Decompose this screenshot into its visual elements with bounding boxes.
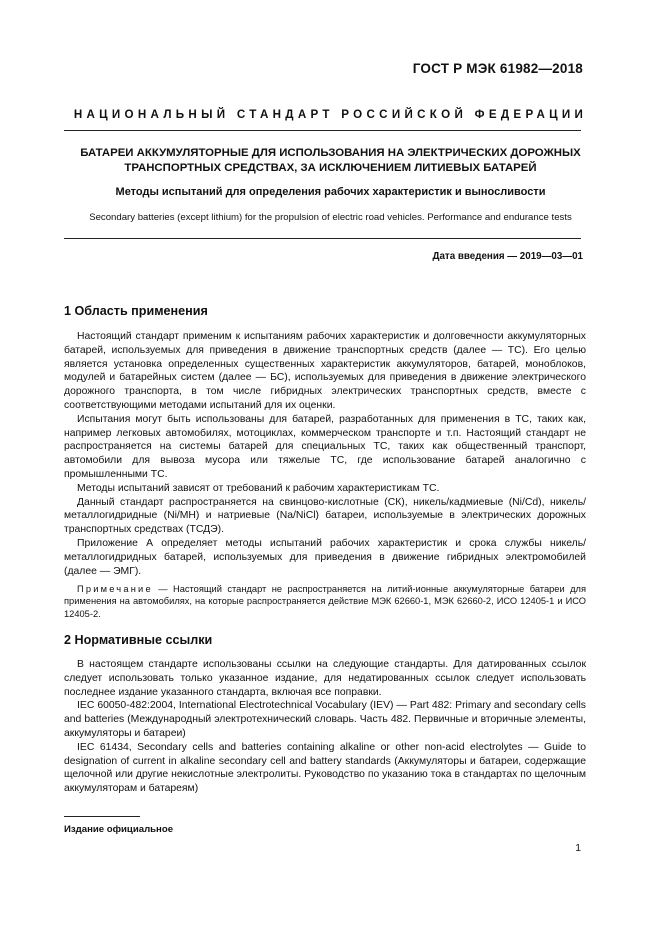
title-line-2: ТРАНСПОРТНЫХ СРЕДСТВАХ, ЗА ИСКЛЮЧЕНИЕМ ЛИТИЕВЫХ БАТАРЕЙ: [124, 162, 537, 174]
section-2-body: [64, 658, 586, 796]
official-edition-label: Издание официальное: [64, 824, 174, 835]
document-subtitle: Методы испытаний для определения рабочих характеристик и выносливости: [115, 186, 546, 198]
introduction-date: Дата введения — 2019—03—01: [432, 251, 583, 262]
section-1-paragraph: Данный стандарт распространяется на свинцово-кислотные (СК), никель/кадмиевые (Ni/Cd), никель/металлогидридные (Ni/MH) и натриевые (Na/NiCl) батареи, используемые в электрических дорожных транспортных средствах (ТСДЭ).: [64, 496, 586, 536]
note-label: Примечание: [77, 584, 153, 594]
title-divider: [64, 238, 581, 239]
section-1-body: [64, 330, 586, 578]
national-standard-banner: НАЦИОНАЛЬНЫЙ СТАНДАРТ РОССИЙСКОЙ ФЕДЕРАЦИИ: [73, 108, 588, 121]
section-1-paragraph: Испытания могут быть использованы для батарей, разработанных для применения в ТС, таких как, например легковых автомобилях, мотоциклах, коммерческом транспорте и т.п. Настоящий стандарт не распространяется на системы батарей для специальных ТС, таких как общественный транспорт, автомобили для вывоза мусора или тяжелые ТС, где использование батарей аналогично с промышленными ТС.: [64, 413, 586, 480]
section-2-heading: 2 Нормативные ссылки: [64, 633, 213, 647]
top-divider: [64, 130, 581, 131]
english-title: Secondary batteries (except lithium) for the propulsion of electric road vehicles. Performance and endurance tests: [89, 212, 572, 223]
section-1-heading: 1 Область применения: [64, 304, 208, 318]
standard-code: ГОСТ Р МЭК 61982—2018: [412, 61, 583, 76]
section-2-paragraph: В настоящем стандарте использованы ссылки на следующие стандарты. Для датированных ссылок следует использовать только указанное издание, для недатированных ссылок следует использовать последнее издание указанного стандарта, включая все поправки.: [64, 659, 586, 698]
title-line-1: БАТАРЕИ АККУМУЛЯТОРНЫЕ ДЛЯ ИСПОЛЬЗОВАНИЯ НА ЭЛЕКТРИЧЕСКИХ ДОРОЖНЫХ: [80, 147, 581, 159]
section-2-paragraph: IEC 60050-482:2004, International Electrotechnical Vocabulary (IEV) — Part 482: Primary and secondary cells and batteries (Международный электротехнический словарь. Часть 482. Первичные и вторичные элементы, аккумуляторы и батареи): [64, 700, 586, 739]
document-title: [64, 146, 597, 176]
note-text: — Настоящий стандарт не распространяется на литий-ионные аккумуляторные батареи для применения на автомобилях, на которые распространяется действие МЭК 62660-1, МЭК 62660-2, ИСО 12405-1 и ИСО 12405-2.: [64, 584, 586, 619]
section-1-note: [64, 583, 586, 620]
section-2-paragraph: IEC 61434, Secondary cells and batteries containing alkaline or other non-acid electrolytes — Guide to designation of current in alkaline secondary cell and battery standards (Аккумуляторы и батареи, содержащие щелочной или другие некислотные электролиты. Руководство по указанию тока в стандартах по щелочным аккумуляторам и батареям): [64, 741, 586, 795]
footer-divider: [64, 816, 140, 817]
section-1-paragraph: Методы испытаний зависят от требований к рабочим характеристикам ТС.: [77, 482, 440, 494]
section-1-paragraph: Приложение А определяет методы испытаний рабочих характеристик и срока службы никель/металлогидридных батарей, используемых для приведения в движение гибридных электромобилей (далее — ЭМГ).: [64, 537, 586, 577]
page-number: 1: [575, 843, 581, 854]
section-1-paragraph: Настоящий стандарт применим к испытаниям рабочих характеристик и долговечности аккумуляторных батарей, используемых для приведения в движение транспортных средств (далее — ТС). Его целью является установка определенных существенных характеристик аккумуляторов, батарей, моноблоков, модулей и батарейных систем (далее — БС), используемых для приведения в движение электрического дорожного транспорта, в том числе гибридных электрических транспортных средств, вместе с соответствующими методами испытаний для их оценки.: [64, 331, 586, 411]
